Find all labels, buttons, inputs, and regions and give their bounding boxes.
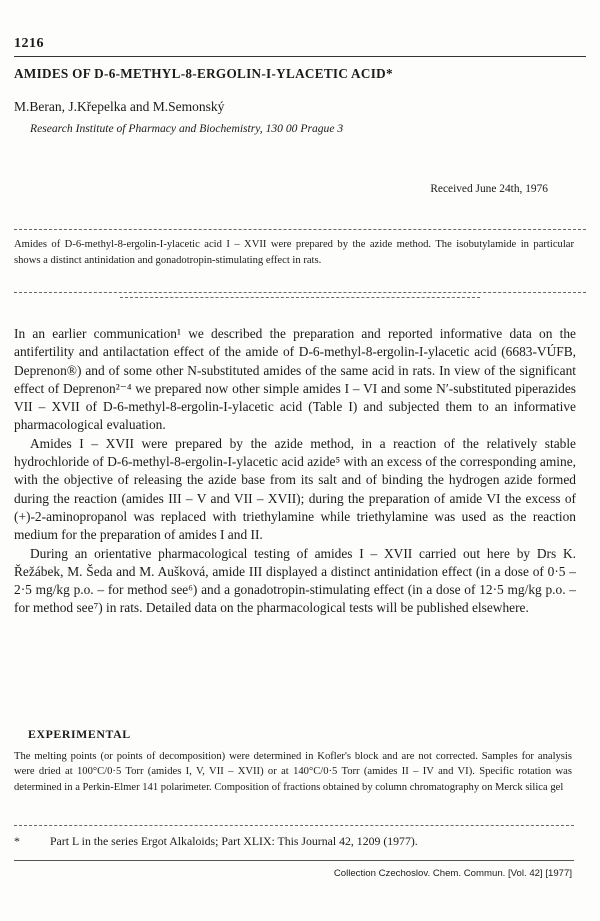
footnote-marker: * bbox=[14, 834, 20, 848]
article-title: AMIDES OF D-6-METHYL-8-ERGOLIN-I-YLACETIC ACID* bbox=[14, 66, 393, 81]
article-authors: M.Beran, J.Křepelka and M.Semonský bbox=[14, 99, 225, 114]
abstract-rule-short bbox=[120, 297, 480, 298]
page-number: 1216 bbox=[14, 36, 44, 51]
abstract: Amides of D-6-methyl-8-ergolin-I-ylacetic acid I – XVII were prepared by the azide method. The isobutylamide in particular shows a distinct antinidation and gonadotropin-stimulating effect in rats. bbox=[14, 239, 574, 266]
body-text bbox=[14, 325, 576, 618]
body-paragraph-1: In an earlier communication¹ we described the preparation and reported informative data on the antifertility and antilactation effect of the amide of D-6-methyl-8-ergolin-I-ylacetic acid (6683-VÚFB, Deprenon®) and of some other N-substituted amides of the same acid in rats. In view of the significant effect of Deprenon²⁻⁴ we prepared now other simple amides I – VI and some N′-substituted piperazides VII – XVII of D-6-methyl-8-ergolin-I-ylacetic acid (Table I) and subjected them to an informative pharmacological evaluation. bbox=[14, 326, 576, 433]
body-paragraph-3: During an orientative pharmacological testing of amides I – XVII carried out here by Drs K. Řežábek, M. Šeda and M. Aušková, amide III displayed a distinct antinidation effect (in a dose of 0·5 – 2·5 mg/kg p.o. – for method see⁶) and a gonadotropin-stimulating effect (in a dose of 12·5 mg/kg p.o. – for method see⁷) in rats. Detailed data on the pharmacological tests will be published elsewhere. bbox=[14, 545, 576, 616]
footnote bbox=[14, 834, 418, 849]
experimental-text: The melting points (or points of decomposition) were determined in Kofler's block and are not corrected. Samples for analysis were dried at 100°C/0·5 Torr (amides I, V, VII – XVII) or at 140°C/0·5 Torr (amides II – IV and VI). Specific rotation was determined in a Perkin-Elmer 141 polarimeter. Composition of fractions obtained by column chromatography on Merck silica gel bbox=[14, 751, 572, 793]
section-heading-experimental: EXPERIMENTAL bbox=[28, 727, 131, 741]
footer-rule bbox=[14, 860, 574, 861]
footnote-rule bbox=[14, 825, 574, 826]
header-rule bbox=[14, 56, 586, 57]
article-institute: Research Institute of Pharmacy and Biochemistry, 130 00 Prague 3 bbox=[30, 122, 344, 135]
received-date: Received June 24th, 1976 bbox=[430, 183, 548, 195]
footnote-text: Part L in the series Ergot Alkaloids; Part XLIX: This Journal 42, 1209 (1977). bbox=[50, 834, 418, 848]
abstract-rule-bottom bbox=[14, 292, 586, 293]
journal-footer: Collection Czechoslov. Chem. Commun. [Vol. 42] [1977] bbox=[333, 868, 572, 879]
body-paragraph-2: Amides I – XVII were prepared by the azide method, in a reaction of the relatively stable hydrochloride of D-6-methyl-8-ergolin-I-ylacetic acid azide⁵ with an excess of the corresponding amine, with the objective of releasing the azide base from its salt and of binding the hydrogen azide formed during the reaction (amides III – V and VII – XVII); during the preparation of amide VI the excess of (+)-2-aminopropanol was replaced with triethylamine while triethylamine was used as the reaction medium for the preparation of amides I and II. bbox=[14, 435, 576, 543]
abstract-rule-top bbox=[14, 229, 586, 230]
